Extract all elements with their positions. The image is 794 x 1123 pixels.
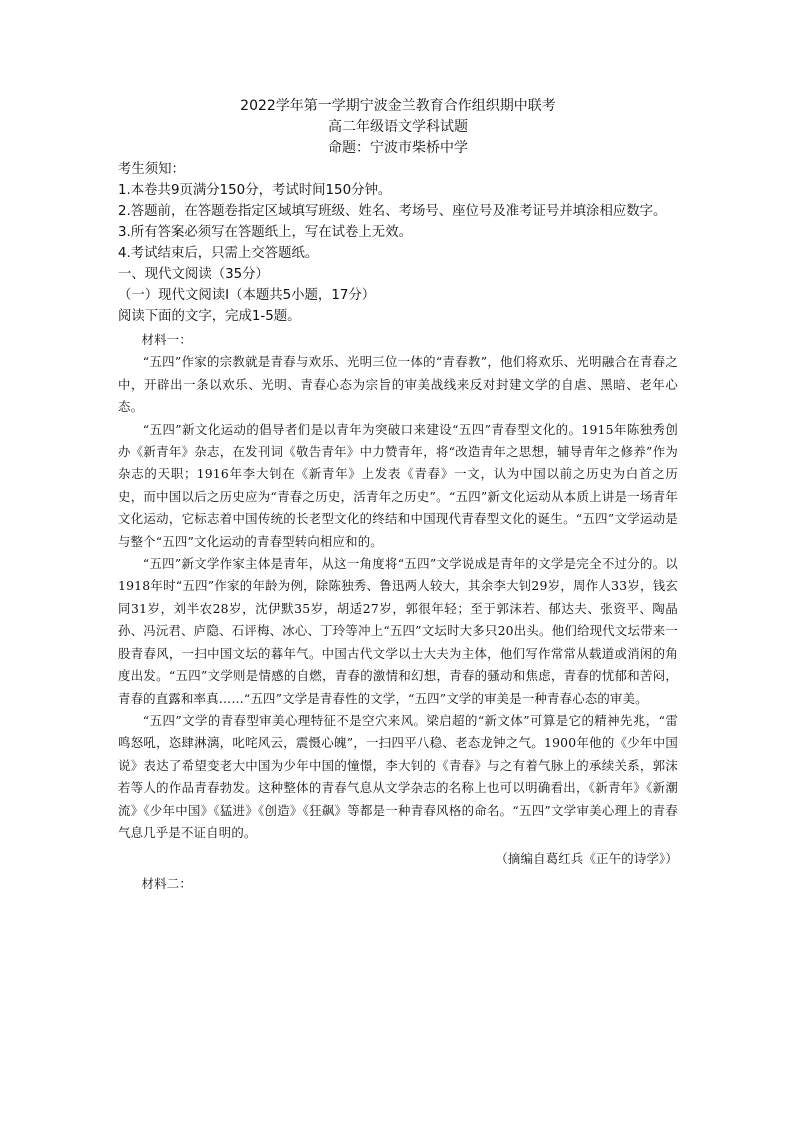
author-line: 命题：宁波市柴桥中学 [328, 140, 468, 156]
exam-title: 2022学年第一学期宁波金兰教育合作组织期中联考 [240, 98, 556, 114]
notice-item: 3.所有答案必须写在答题纸上，写在试卷上无效。 [118, 225, 412, 240]
reading-instruction: 阅读下面的文字，完成1-5题。 [118, 309, 301, 324]
material-1-paragraph: “五四”新文化运动的倡导者们是以青年为突破口来建设“五四”青春型文化的。1915年陈独秀创办《新青年》杂志，在发刊词《敬告青年》中力赞青年，将“改造青年之思想，辅导青年之修养”作为杂志的天职；1916年李大钊在《新青年》上发表《青春》一文，认为中国以前之历史为白首之历史，而中国以后之历史应为“青春之历史，活青年之历史”。“五四”新文化运动从本质上讲是一场青年文化运动，它标志着中国传统的长老型文化的终结和中国现代青春型文化的诞生。“五四”文学运动是与整个“五四”文化运动的青春型转向相应和的。 [118, 421, 678, 549]
material-1-label: 材料一： [141, 332, 192, 347]
material-1-paragraph: “五四”文学的青春型审美心理特征不是空穴来风。梁启超的“新文体”可算是它的精神先兆，“雷鸣怒吼，恣肆淋漓，叱咤风云，震慑心魄”，一扫四平八稳、老态龙钟之气。1900年他的《少年中国说》表达了希望变老大中国为少年中国的憧憬，李大钊的《青春》与之有着气脉上的承续关系，郭沫若等人的作品青春勃发。这种整体的青春气息从文学杂志的名称上也可以明确看出，《新青年》《新潮流》《少年中国》《猛进》《创造》《狂飙》等都是一种青春风格的命名。“五四”文学审美心理上的青春气息几乎是不证自明的。 [118, 712, 678, 840]
material-2-label: 材料二： [141, 875, 192, 891]
notice-block [118, 159, 678, 264]
notice-item: 4.考试结束后，只需上交答题纸。 [118, 246, 319, 261]
material-1-paragraph: “五四”作家的宗教就是青春与欢乐、光明三位一体的“青春教”，他们将欢乐、光明融合在青春之中，开辟出一条以欢乐、光明、青春心态为宗旨的审美战线来反对封建文学的自虐、黑暗、老年心态。 [118, 354, 678, 415]
section-title: 一、现代文阅读（35分） [118, 267, 269, 282]
material-1-paragraph: “五四”新文学作家主体是青年，从这一角度将“五四”文学说成是青年的文学是完全不过分的。以1918年时“五四”作家的年龄为例，除陈独秀、鲁迅两人较大，其余李大钊29岁，周作人33岁，钱玄同31岁，刘半农28岁，沈伊默35岁，胡适27岁，郭很年轻；至于郭沫若、郁达夫、张资平、陶晶孙、冯沅君、庐隐、石评梅、冰心、丁玲等冲上“五四”文坛时大多只20出头。他们给现代文坛带来一股青春风，一扫中国文坛的暮年气。中国古代文学以士大夫为主体，他们写作常常从载道或消闲的角度出发。“五四”文学则是情感的自燃，青春的激情和幻想，青春的骚动和焦虑，青春的忧郁和苦闷，青春的直露和率真……“五四”文学是青春性的文学，“五四”文学的审美是一种青春心态的审美。 [118, 556, 678, 706]
subsection-title: （一）现代文阅读Ⅰ（本题共5小题，17分） [118, 288, 376, 303]
material-1-source: （摘编自葛红兵《正午的诗学》） [495, 851, 678, 867]
notice-item: 1.本卷共9页满分150分，考试时间150分钟。 [118, 183, 392, 198]
notice-item: 2.答题前，在答题卷指定区域填写班级、姓名、考场号、座位号及准考证号并填涂相应数字。 [118, 204, 667, 219]
exam-page [118, 96, 678, 895]
notice-heading: 考生须知： [118, 162, 185, 177]
subject-title: 高二年级语文学科试题 [328, 119, 468, 135]
